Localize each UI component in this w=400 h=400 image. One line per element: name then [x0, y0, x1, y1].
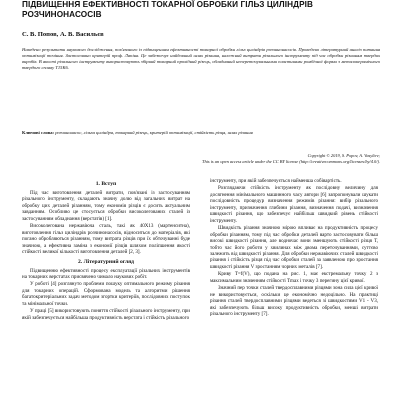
license-line: This is an open access article under the CC BY license (http://creativecommons.org/licenses/by/4.0/). — [202, 159, 380, 164]
paragraph: Розглядаючи стійкість інструменту як послідовну величину для досягнення мінімального машинного часу автори [6] запропонували шукати послідовність процедур визначення режимів різання: вибір різального інструменту, призначення глибини різання, визначення подачі, визначення швидкості різання, що забезпечує найбільш швидкий рівень стійкості інструменту. — [210, 185, 378, 224]
left-column — [22, 178, 190, 322]
paper-title: ПІДВИЩЕННЯ ЕФЕКТИВНОСТІ ТОКАРНОЇ ОБРОБКИ ГІЛЬЗ ЦИЛІНДРІВ РОЗЧИНОНАСОСІВ — [22, 0, 314, 19]
paragraph: Швидкість різання значною мірою впливає на продуктивність процесу обробки різанням, тому під час обробки деталей варто застосовувати більш високі швидкості різання, але водночас вони зменшують стійкості різця Т, тобто час його роботи у хвилинах між двома переточуваннями, суттєво залежить від швидкості різання. Для обробки нержавіючих сталей швидкості різання і стійкість різця під час обробки сталей за заявленою про зростання швидкості різання V зростанням чорних металів [7]. — [210, 225, 378, 270]
section-heading-intro: 1. Вступ — [95, 181, 117, 187]
paragraph: Високолегована нержавіюча сталь, такі як 40Х13 (мартенситна), виготовлення гільз циліндрів розчинонасосів, відноситься до матеріалів, які погано обробляються різанням, тому витрата різців при їх обточуванні буде значною, а ефективна заміна з економії різців шляхом поліпшення якості стійкості великої кількості виготовлення деталей [2, 3]. — [22, 223, 190, 256]
paragraph: У роботі [4] розглянуто проблеми пошуку оптимального режиму різання для токарних операцій. Сформована модель та алгоритми рішення багатокритеріальних задач методом згортки критеріїв, послідовних поступок та мінімальної точки. — [22, 281, 190, 307]
paragraph: Значний пер точки сталей твердосплавними різцями зона сила цієї кривої не використовується, оскільки це економічно недоцільно. На практиці різання сталей твердосплавними різцями ведеться зі швидкостями V1 - V3, які забезпечують більш високу продуктивність обробки, менші витрати різального інструменту [7]. — [210, 285, 378, 318]
paper-abstract: Наведено результати наукового дослідження, пов'язаного із підвищенням ефективності токарної обробки гільз циліндрів розчинонасосів. Проведено літературний аналіз питання оптимізації точіння. Застосовано критерій проф. Лапіна. Це забезпечує найдовший шлях різання, належний витрати різального інструменту під час обробки різанням твердих виробів. В якості різального інструменту використовують збірний токарний прохідний різець, обладнаний непереточувальними пластинами ромбічної форми з металокерамічного твердого сплаву Т15К6. — [22, 47, 380, 70]
section-heading-review: 2. Літературний огляд — [77, 258, 134, 265]
paper-authors: С. В. Попов, А. В. Васильєв — [22, 31, 104, 38]
right-column — [210, 178, 378, 319]
keywords-text: розчинонасос, гільза циліндра, токарний різець, критерій оптимізації, стійкість різця, шлях різання — [55, 130, 253, 135]
paragraph: Під час виготовлення деталей витрати, пов'язані із застосуванням різального інструменту, складають значну долю від загальних витрат на обробку цих деталей різанням, тому економія різців є досить актуальним завданням. Особливо це стосується обробки високолегованих сталей із застосуванням обладнання (верстатів) [1]. — [22, 190, 190, 222]
paragraph: інструменту, при якій забезпечується найменша собівартість. — [210, 178, 342, 184]
keywords-line — [22, 130, 380, 136]
keywords-label: Ключові слова: — [22, 130, 55, 135]
copyright-line: Copyright © 2019, S. Popov, A. Vasyliev; — [307, 153, 380, 158]
paragraph: Криву Т=f(V), що подана на рис. 1, має екстремальну точку 2 з максимальним значенням стійкості Tmax і точку 3 перегину цієї кривої. — [210, 271, 378, 284]
paragraph: У праці [5] використовують поняття стійкості різального інструменту, при якій забезпечується найбільша продуктивність верстата і стійкість різального — [22, 308, 190, 321]
paragraph: Підвищенню ефективності процесу експлуатації різальних інструментів на токарних верстатах присвячено чимало наукових робіт. — [22, 267, 190, 280]
